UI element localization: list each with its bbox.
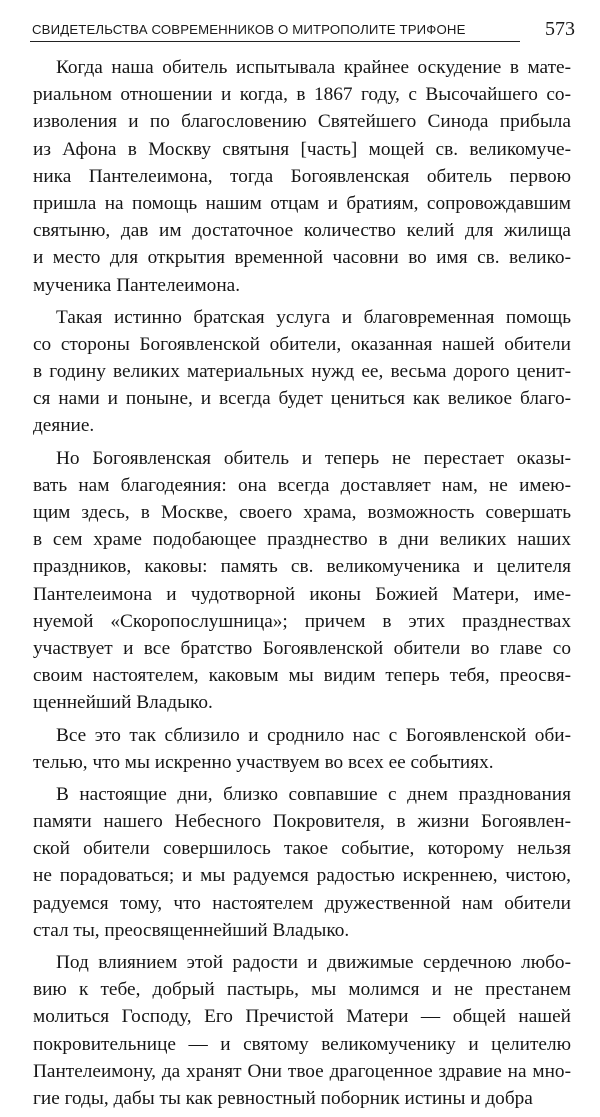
text-line: Пантелеимона и чудотворной иконы Божией Матери, име- <box>33 583 571 605</box>
text-line: щим здесь, в Москве, своего храма, возможность совершать <box>33 502 571 523</box>
text-line: пришла на помощь нашим отцам и братиям, сопровождавшим <box>33 192 571 214</box>
text-line: Такая истинно братская услуга и благовременная помощь <box>56 306 571 328</box>
paragraph <box>33 54 571 299</box>
running-title: СВИДЕТЕЛЬСТВА СОВРЕМЕННИКОВ О МИТРОПОЛИТЕ ТРИФОНЕ <box>32 22 466 37</box>
text-line: ской обители совершилось такое событие, которому нельзя <box>33 838 571 860</box>
text-line: памяти нашего Небесного Покровителя, в жизни Богоявлен- <box>33 811 571 833</box>
text-line: участвует и все братство Богоявленской обители во главе со <box>33 637 571 659</box>
text-line: Но Богоявленская обитель и теперь не перестает оказы- <box>56 447 571 469</box>
text-line: риальном отношении и когда, в 1867 году, с Высочайшего со- <box>33 84 571 106</box>
paragraph <box>33 781 571 944</box>
paragraph <box>33 304 571 440</box>
text-line: радуемся тому, что настоятелем дружественной нам обители <box>33 892 571 914</box>
text-line: телью, что мы искренно участвуем во всех ее событиях. <box>33 751 494 773</box>
text-line: Пантелеимону, да хранят Они твое драгоценное здравие на мно- <box>33 1060 571 1082</box>
text-line: гие годы, дабы ты как ревностный поборник истины и добра <box>33 1087 533 1109</box>
text-line: молиться Господу, Его Пречистой Матери — общей нашей <box>33 1006 571 1028</box>
text-line: святыню, дав им достаточное количество келий для жилища <box>33 220 571 242</box>
text-line: и место для открытия временной часовни во имя св. велико- <box>33 247 571 269</box>
paragraph <box>33 949 571 1112</box>
text-line: мученика Пантелеимона. <box>33 274 241 296</box>
text-line: вать нам благодеяния: она всегда доставляет нам, не имею- <box>33 474 571 496</box>
paragraph <box>33 722 571 776</box>
text-line: вию к тебе, добрый пастырь, мы молимся и не престанем <box>33 979 571 1001</box>
text-line: не порадоваться; и мы радуемся радостью искреннею, чистою, <box>33 865 571 887</box>
body-text <box>33 54 571 1117</box>
text-line: ся нами и поныне, и всегда будет цениться как великое благо- <box>33 388 571 410</box>
text-line: Под влиянием этой радости и движимые сердечною любо- <box>56 952 571 973</box>
page-number: 573 <box>545 18 575 40</box>
text-line: в сем храме подобающее празднество в дни великих наших <box>33 529 571 551</box>
text-line: стал ты, преосвященнейший Владыко. <box>33 919 350 941</box>
text-line: Когда наша обитель испытывала крайнее оскудение в мате- <box>56 57 571 78</box>
text-line: щеннейший Владыко. <box>33 692 213 714</box>
text-line: В настоящие дни, близко совпавшие с днем празднования <box>56 783 571 805</box>
text-line: Все это так сблизило и сроднило нас с Богоявленской оби- <box>56 724 571 746</box>
text-line: ника Пантелеимона, тогда Богоявленская обитель первою <box>33 165 571 187</box>
text-line: со стороны Богоявленской обители, оказанная нашей обители <box>33 333 571 355</box>
running-head <box>30 16 575 44</box>
text-line: в годину великих материальных нужд ее, весьма дорого ценит- <box>33 361 571 383</box>
text-line: нуемой «Скоропослушница»; причем в этих празднествах <box>33 610 571 632</box>
text-line: праздников, каковы: память св. великомученика и целителя <box>33 556 571 578</box>
text-line: из Афона в Москву святыня [часть] мощей св. великомуче- <box>33 138 571 160</box>
text-line: покровительнице — и святому великомученику и целителю <box>33 1033 571 1055</box>
text-line: деяние. <box>33 415 95 437</box>
text-line: своим настоятелем, каковым мы видим теперь тебя, преосвя- <box>33 665 571 687</box>
text-line: изволения и по благословению Святейшего Синода прибыла <box>33 111 571 133</box>
header-rule <box>30 41 520 42</box>
paragraph <box>33 445 571 717</box>
